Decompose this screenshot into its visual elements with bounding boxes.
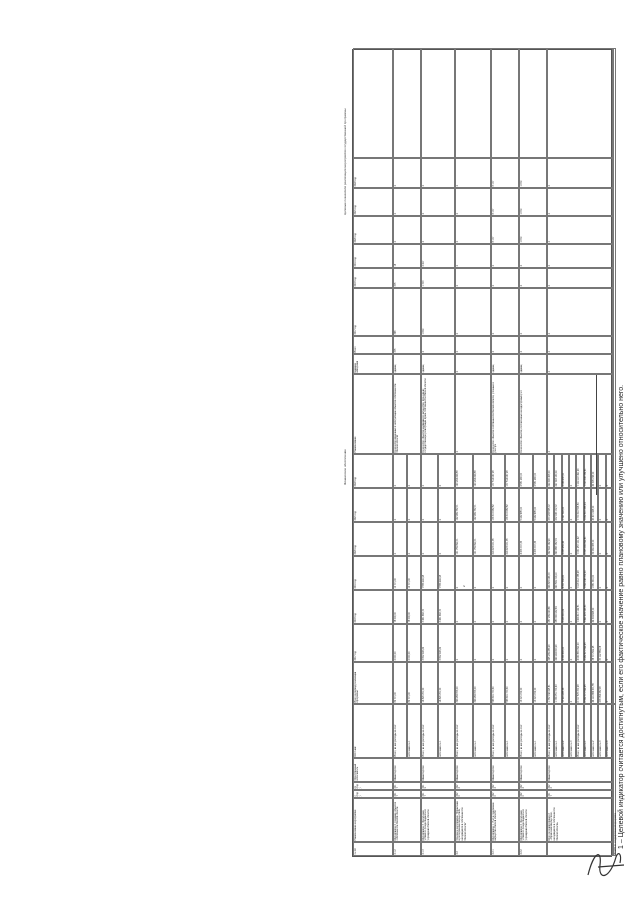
row-value-cell: 42 304 828,00 [591,590,598,624]
row-value-cell: 568 601 770,60 [491,662,505,704]
row-to: 2022 [547,782,613,790]
row-indicator-year: X [455,158,491,188]
row-value-cell: Всего, из них расходы за счет: [421,704,438,758]
row-num: 2.2.2 [519,842,547,856]
row-value-cell: 7 404 617 122,51 [576,590,583,624]
row-value-cell: источника № 1 [407,704,421,758]
row-name: Основное мероприятие "Управление и распоряжение имуществом, находящимся в собственности Омской области" [455,798,491,842]
row-value-cell: 2 581 960,00 [519,454,533,488]
total-row-values [613,48,616,704]
row-indicator-total: 375 [393,336,421,354]
row-value-cell: 2 044 247,91 [562,454,569,488]
row-value-cell: 78 000,00 [407,590,421,624]
row-indicator-name: X [455,374,491,454]
row-value-cell: Всего, из них расходы за счет: [393,704,407,758]
row-value-cell: X [598,590,605,624]
row-value-cell: 1 881 361,00 [591,556,598,590]
row-indicator-year: X [491,244,519,268]
row-from: 2020 [519,790,547,798]
row-value-cell: 7 093 336 782,81 [584,454,591,488]
row-value-cell: 7 061 257 101,62 [576,522,583,556]
row-from: 2017 [421,790,455,798]
row-value-cell: источника № 2 [562,704,569,758]
row-value-cell: X [598,454,605,488]
col-header-ind-total: Всего [353,336,393,354]
col-header-year: 2018 год [353,590,393,624]
row-value-cell: X [606,454,613,488]
row-indicator-year: 1 609 [421,288,455,336]
row-indicator-year: X [455,216,491,244]
row-value-cell: источника № 1 [554,704,561,758]
row-to: 2017 [393,782,421,790]
row-value-cell: X [491,556,505,590]
row-value-cell: 278 354 382,08 [598,662,605,704]
col-header-ind-name: Наименование [353,374,393,454]
row-value-cell: 14 820 761,00 [438,662,455,704]
col-header-ind-year: 2022 год [353,158,393,188]
row-value-cell: 2 000,00 [393,624,407,662]
row-indicator-year: 1 679 [519,188,547,216]
row-value-cell: 102 989 752,71 [455,488,473,522]
row-value-cell: 177 514 047,28 [491,454,505,488]
row-value-cell: 120 204 224,58 [455,454,473,488]
row-tail [519,48,547,158]
row-value-cell: 2 581 960,00 [533,454,547,488]
row-value-cell: 324 952 876,00 [455,662,473,704]
col-header-year: 2017 год [353,624,393,662]
row-num: 2.2.1 [491,842,519,856]
row-value-cell: 3 802 098,22 [421,624,438,662]
row-value-cell: X [473,624,491,662]
row-value-cell: 324 952 876,00 [473,662,491,704]
row-tail [421,48,455,158]
footnote: 1 – Целевой индикатор считается достигнутым, если его фактическое значение равно плановому значению или улучшено относительно него. [618,384,625,849]
page-number: 2 [462,585,466,587]
row-from: 2020 [491,790,519,798]
row-value-cell: 7 109 197 491,26 [576,454,583,488]
finance-title: Финансовое обеспечение [343,449,347,485]
row-indicator-year: X [519,288,547,336]
row-value-cell: X [569,590,576,624]
row-executor: Министерство [455,758,491,782]
row-indicator-year: X [393,158,421,188]
row-value-cell: 568 601 770,60 [505,662,519,704]
row-value-cell: X [569,488,576,522]
row-value-cell: X [533,590,547,624]
row-indicator-year: X [519,268,547,288]
row-indicator-year: X [547,244,613,268]
col-header-total: Всего за период реализации программы [353,662,393,704]
row-indicator-year: 1 703 [421,268,455,288]
row-value-cell: 38 771 599,25 [591,624,598,662]
row-indicator-year: X [421,158,455,188]
row-indicator-name: Количество объектов, поставленных на кадастровый учет [519,374,547,454]
row-value-cell: X [393,488,407,522]
row-value-cell: 6 562 771 599,25 [584,662,591,704]
row-indicator-total: X [491,336,519,354]
row-value-cell: X [606,590,613,624]
row-value-cell: 120 204 224,58 [473,454,491,488]
row-value-cell: 44 191 884 671,55 [591,662,598,704]
row-value-cell: X [606,488,613,522]
row-value-cell: 2 235 959,46 [562,522,569,556]
row-value-cell: X [569,662,576,704]
row-value-cell: X [606,624,613,662]
row-value-cell: X [505,624,519,662]
col-header-ind-unit: Единица измерения [353,354,393,374]
row-value-cell: 30 069 365,00 [591,522,598,556]
row-value-cell: источника № 1 [533,704,547,758]
row-indicator-year: 18 [393,244,421,268]
row-value-cell: 224 827 046,70 [547,556,554,590]
row-value-cell: источника № 1 [438,704,455,758]
row-value-cell: X [473,556,491,590]
row-value-cell: X [491,590,505,624]
row-value-cell: 2 000,00 [407,624,421,662]
row-value-cell: 272 036 172,72 [554,488,561,522]
row-tail [491,48,519,158]
row-value-cell: X [519,590,533,624]
row-to: 2019 [421,782,455,790]
col-header-num: № п/п [353,842,393,856]
row-value-cell: 17 991 225,38 [562,662,569,704]
row-value-cell: 220 902 603,20 [554,624,561,662]
row-value-cell: X [438,522,455,556]
col-header-to: по (год) [353,782,393,790]
row-value-cell: 101 759 899,71 [455,522,473,556]
row-name: Мероприятие 2. Создание объектов собственности Омской области [393,798,421,842]
row-value-cell: 220 509 714,10 [554,556,561,590]
row-value-cell: X [421,522,438,556]
row-value-cell: 299 447 408,00 [547,454,554,488]
row-value-cell: 214 473 971,35 [491,522,505,556]
row-indicator-year: X [455,288,491,336]
row-indicator-year: X [547,288,613,336]
row-value-cell: 7 899 148 379,00 [584,556,591,590]
row-indicator-total: X [421,336,455,354]
row-value-cell: X [407,522,421,556]
col-header-ind-year: 2020 год [353,216,393,244]
row-indicator-year: X [519,244,547,268]
row-indicator-name: Количество введенных в эксплуатацию объектов собственности Омской области [393,374,421,454]
row-value-cell: 5 962 485,00 [533,488,547,522]
row-executor: Министерство [491,758,519,782]
row-indicator-year: X [547,188,613,216]
row-value-cell: X [598,522,605,556]
row-value-cell: 225 239 286,20 [547,624,554,662]
col-header-blank [353,48,393,158]
col-header-ind-year: 2017 год [353,288,393,336]
row-tail [455,48,491,158]
row-from: 2020 [455,790,491,798]
row-indicator-unit: единиц [393,354,421,374]
row-value-cell: 7 918 012 788,28 [576,556,583,590]
row-value-cell: X [598,488,605,522]
row-indicator-year: X [547,216,613,244]
row-value-cell: X [438,488,455,522]
row-to: 2022 [455,782,491,790]
row-indicator-year: X [455,268,491,288]
row-value-cell: источника № 1 [584,704,591,758]
row-value-cell: 297 403 160,09 [554,454,561,488]
row-value-cell: 82 771,00 [407,662,421,704]
row-value-cell: X [421,488,438,522]
row-value-cell: 13 021 152,00 [533,662,547,704]
row-value-cell: 10 771,00 [393,556,407,590]
row-value-cell: 253 300 932,64 [554,590,561,624]
row-value-cell: 82 771,00 [393,662,407,704]
row-indicator-unit: единиц [491,354,519,374]
row-value-cell: 4 317 332,60 [562,556,569,590]
row-value-cell: 320 456 782,74 [554,522,561,556]
col-header-ind-year: 2018 год [353,268,393,288]
row-executor: Министерство [547,758,613,782]
row-value-cell: 3 461 662,70 [421,590,438,624]
row-indicator-unit: единиц [421,354,455,374]
row-value-cell: X [598,556,605,590]
row-name: Итого по подпрограмме 2 «Управление имуществом, находящимся в собственности Омской области» [547,798,613,842]
row-value-cell: источника № 2 [591,704,598,758]
row-indicator-year: 375 [393,268,421,288]
row-to: 2022 [491,782,519,790]
row-value-cell: 102 989 752,71 [473,488,491,522]
row-value-cell: 78 000,00 [393,590,407,624]
row-indicator-name: X [547,374,613,454]
row-value-cell: источника № 1 [505,704,519,758]
row-executor: Министерство [393,758,421,782]
col-header-executor: Ответственный исполнитель [353,758,393,782]
row-name: Мероприятие 2. Увеличение уставного фонда бюджетного учреждения Омской области [519,798,547,842]
total-row-label: ВСЕГО по государственной программе [613,704,616,856]
row-indicator-total: X [455,336,491,354]
row-value-cell: 47 471 328,00 [591,488,598,522]
row-indicator-total: X [519,336,547,354]
row-indicator-year: 8 177 [491,216,519,244]
row-from: 2017 [547,790,613,798]
row-value-cell: 13 021 152,00 [519,662,533,704]
row-value-cell: 4 476 707,36 [519,522,533,556]
row-value-cell: Всего, из них расходы за счет: [455,704,473,758]
handwritten-signature [580,845,630,885]
row-value-cell: Всего, из них расходы за счет: [576,704,583,758]
row-value-cell: 7 632 807 388,04 [584,488,591,522]
row-value-cell: источника № 4 [606,704,613,758]
row-indicator-year: X [393,216,421,244]
row-value-cell: 3 938 091,22 [562,590,569,624]
col-header-source: Источник [353,704,393,758]
row-indicator-year: X [421,216,455,244]
row-value-cell: 1 197 393,00 [562,488,569,522]
row-indicator-year: X [547,158,613,188]
row-indicator-year: X [491,288,519,336]
row-value-cell: 322 692 742,20 [547,522,554,556]
row-value-cell: источника № 3 [569,704,576,758]
row-indicator-year: X [455,188,491,216]
row-indicator-unit: единиц [519,354,547,374]
row-value-cell: 4 476 707,36 [533,522,547,556]
col-header-year: 2020 год [353,522,393,556]
row-to: 2022 [519,782,547,790]
row-value-cell: X [407,454,421,488]
row-executor: Министерство [519,758,547,782]
row-indicator-year: 1 679 [519,158,547,188]
row-value-cell: X [491,624,505,662]
row-value-cell: X [569,454,576,488]
row-value-cell: X [407,488,421,522]
row-value-cell: 101 759 899,71 [473,522,491,556]
row-tail [547,48,613,158]
row-indicator-year: 8 177 [491,188,519,216]
row-value-cell: 4 060 881 890,00 [576,624,583,662]
row-value-cell: X [393,522,407,556]
row-value-cell: X [421,454,438,488]
row-value-cell: 7 556 999,98 [421,556,438,590]
row-indicator-name: Количество объектов собственности Омской области, учтенных в реестре [491,374,519,454]
row-value-cell: X [569,522,576,556]
row-value-cell: X [505,590,519,624]
row-value-cell: 5 962 485,00 [519,488,533,522]
row-indicator-unit: X [547,354,613,374]
row-indicator-year: 1 679 [519,216,547,244]
row-value-cell: 3 802 098,22 [438,624,455,662]
col-header-name: Наименование мероприятия [353,798,393,842]
row-indicator-year: X [547,268,613,288]
row-value-cell: X [438,454,455,488]
row-from: 2017 [393,790,421,798]
row-value-cell: 7 491 979 123,51 [584,590,591,624]
row-tail [393,48,421,158]
row-executor: Министерство [421,758,455,782]
row-indicator-year: 8 177 [491,158,519,188]
row-value-cell: 177 514 047,28 [505,454,519,488]
program-table [352,49,617,857]
col-header-year: 2021 год [353,488,393,522]
row-value-cell: 6 865 169 899,81 [584,522,591,556]
row-value-cell: Всего, из них расходы за счет: [491,704,505,758]
row-num: 2.1.3 [421,842,455,856]
row-value-cell: X [393,454,407,488]
row-value-cell: 14 820 761,00 [421,662,438,704]
col-header-ind-year: 2021 год [353,188,393,216]
row-value-cell: 4 336 683,00 [562,624,569,662]
row-indicator-year: X [421,188,455,216]
col-header-ind-year: 2019 год [353,244,393,268]
row-indicator-year: X [455,244,491,268]
row-value-cell: 257 239 023,86 [547,590,554,624]
row-value-cell: X [533,624,547,662]
signature-line [596,375,597,495]
row-value-cell: 37 112 859,08 [598,624,605,662]
row-value-cell: 40 305 743,00 [591,454,598,488]
row-value-cell: источника № 1 [473,704,491,758]
row-value-cell: Всего, из них расходы за счет: [519,704,533,758]
col-header-year: 2019 год [353,556,393,590]
row-num: 2.1.2 [393,842,421,856]
row-value-cell: 1 752 742 995,81 [547,662,554,704]
row-value-cell: X [455,590,473,624]
row-value-cell: X [455,624,473,662]
row-value-cell: 6 717 578 370,28 [576,662,583,704]
row-value-cell: X [473,590,491,624]
row-value-cell: X [606,522,613,556]
row-indicator-year: X [393,188,421,216]
row-value-cell: 214 473 971,35 [505,522,519,556]
row-value-cell: 176 617 682,52 [491,488,505,522]
row-value-cell: 10 771,00 [407,556,421,590]
col-header-year: 2022 год [353,454,393,488]
row-value-cell: X [569,556,576,590]
row-value-cell: 3 461 662,70 [438,590,455,624]
row-value-cell: X [519,556,533,590]
row-indicator-year: 368 [393,288,421,336]
row-indicator-name: Количество объектов недвижимого имущества, прошедших государственную регистрацию права собственности Омской области [421,374,455,454]
row-indicator-unit: X [455,354,491,374]
row-name: Мероприятие 1. Учет и содержание имущества Омской области [491,798,519,842]
row-value-cell: Всего, из них расходы за счет: [547,704,554,758]
col-header-from: с (год) [353,790,393,798]
indicators-title: Целевые показатели реализации мероприятия государственной программы [343,108,347,215]
row-value-cell: X [533,556,547,590]
row-indicator-year: 2 417 [421,244,455,268]
row-value-cell: X [606,662,613,704]
row-indicator-year: X [491,268,519,288]
row-value-cell: 7 770 310 508,59 [576,488,583,522]
row-value-cell: X [505,556,519,590]
row-value-cell: X [606,556,613,590]
row-value-cell: X [455,556,473,590]
row-num: 2.2 [455,842,491,856]
row-value-cell: X [569,624,576,662]
row-value-cell: 1 734 751 770,43 [554,662,561,704]
row-value-cell: X [519,624,533,662]
row-value-cell: 273 233 565,72 [547,488,554,522]
row-name: Мероприятие 3. Увеличение уставного фонда бюджетного учреждения Омской области [421,798,455,842]
row-value-cell: 3 982 671 599,25 [584,624,591,662]
row-value-cell: 176 617 682,52 [505,488,519,522]
row-indicator-total: X [547,336,613,354]
row-value-cell: 7 556 999,98 [438,556,455,590]
row-value-cell: источника № 3 [598,704,605,758]
